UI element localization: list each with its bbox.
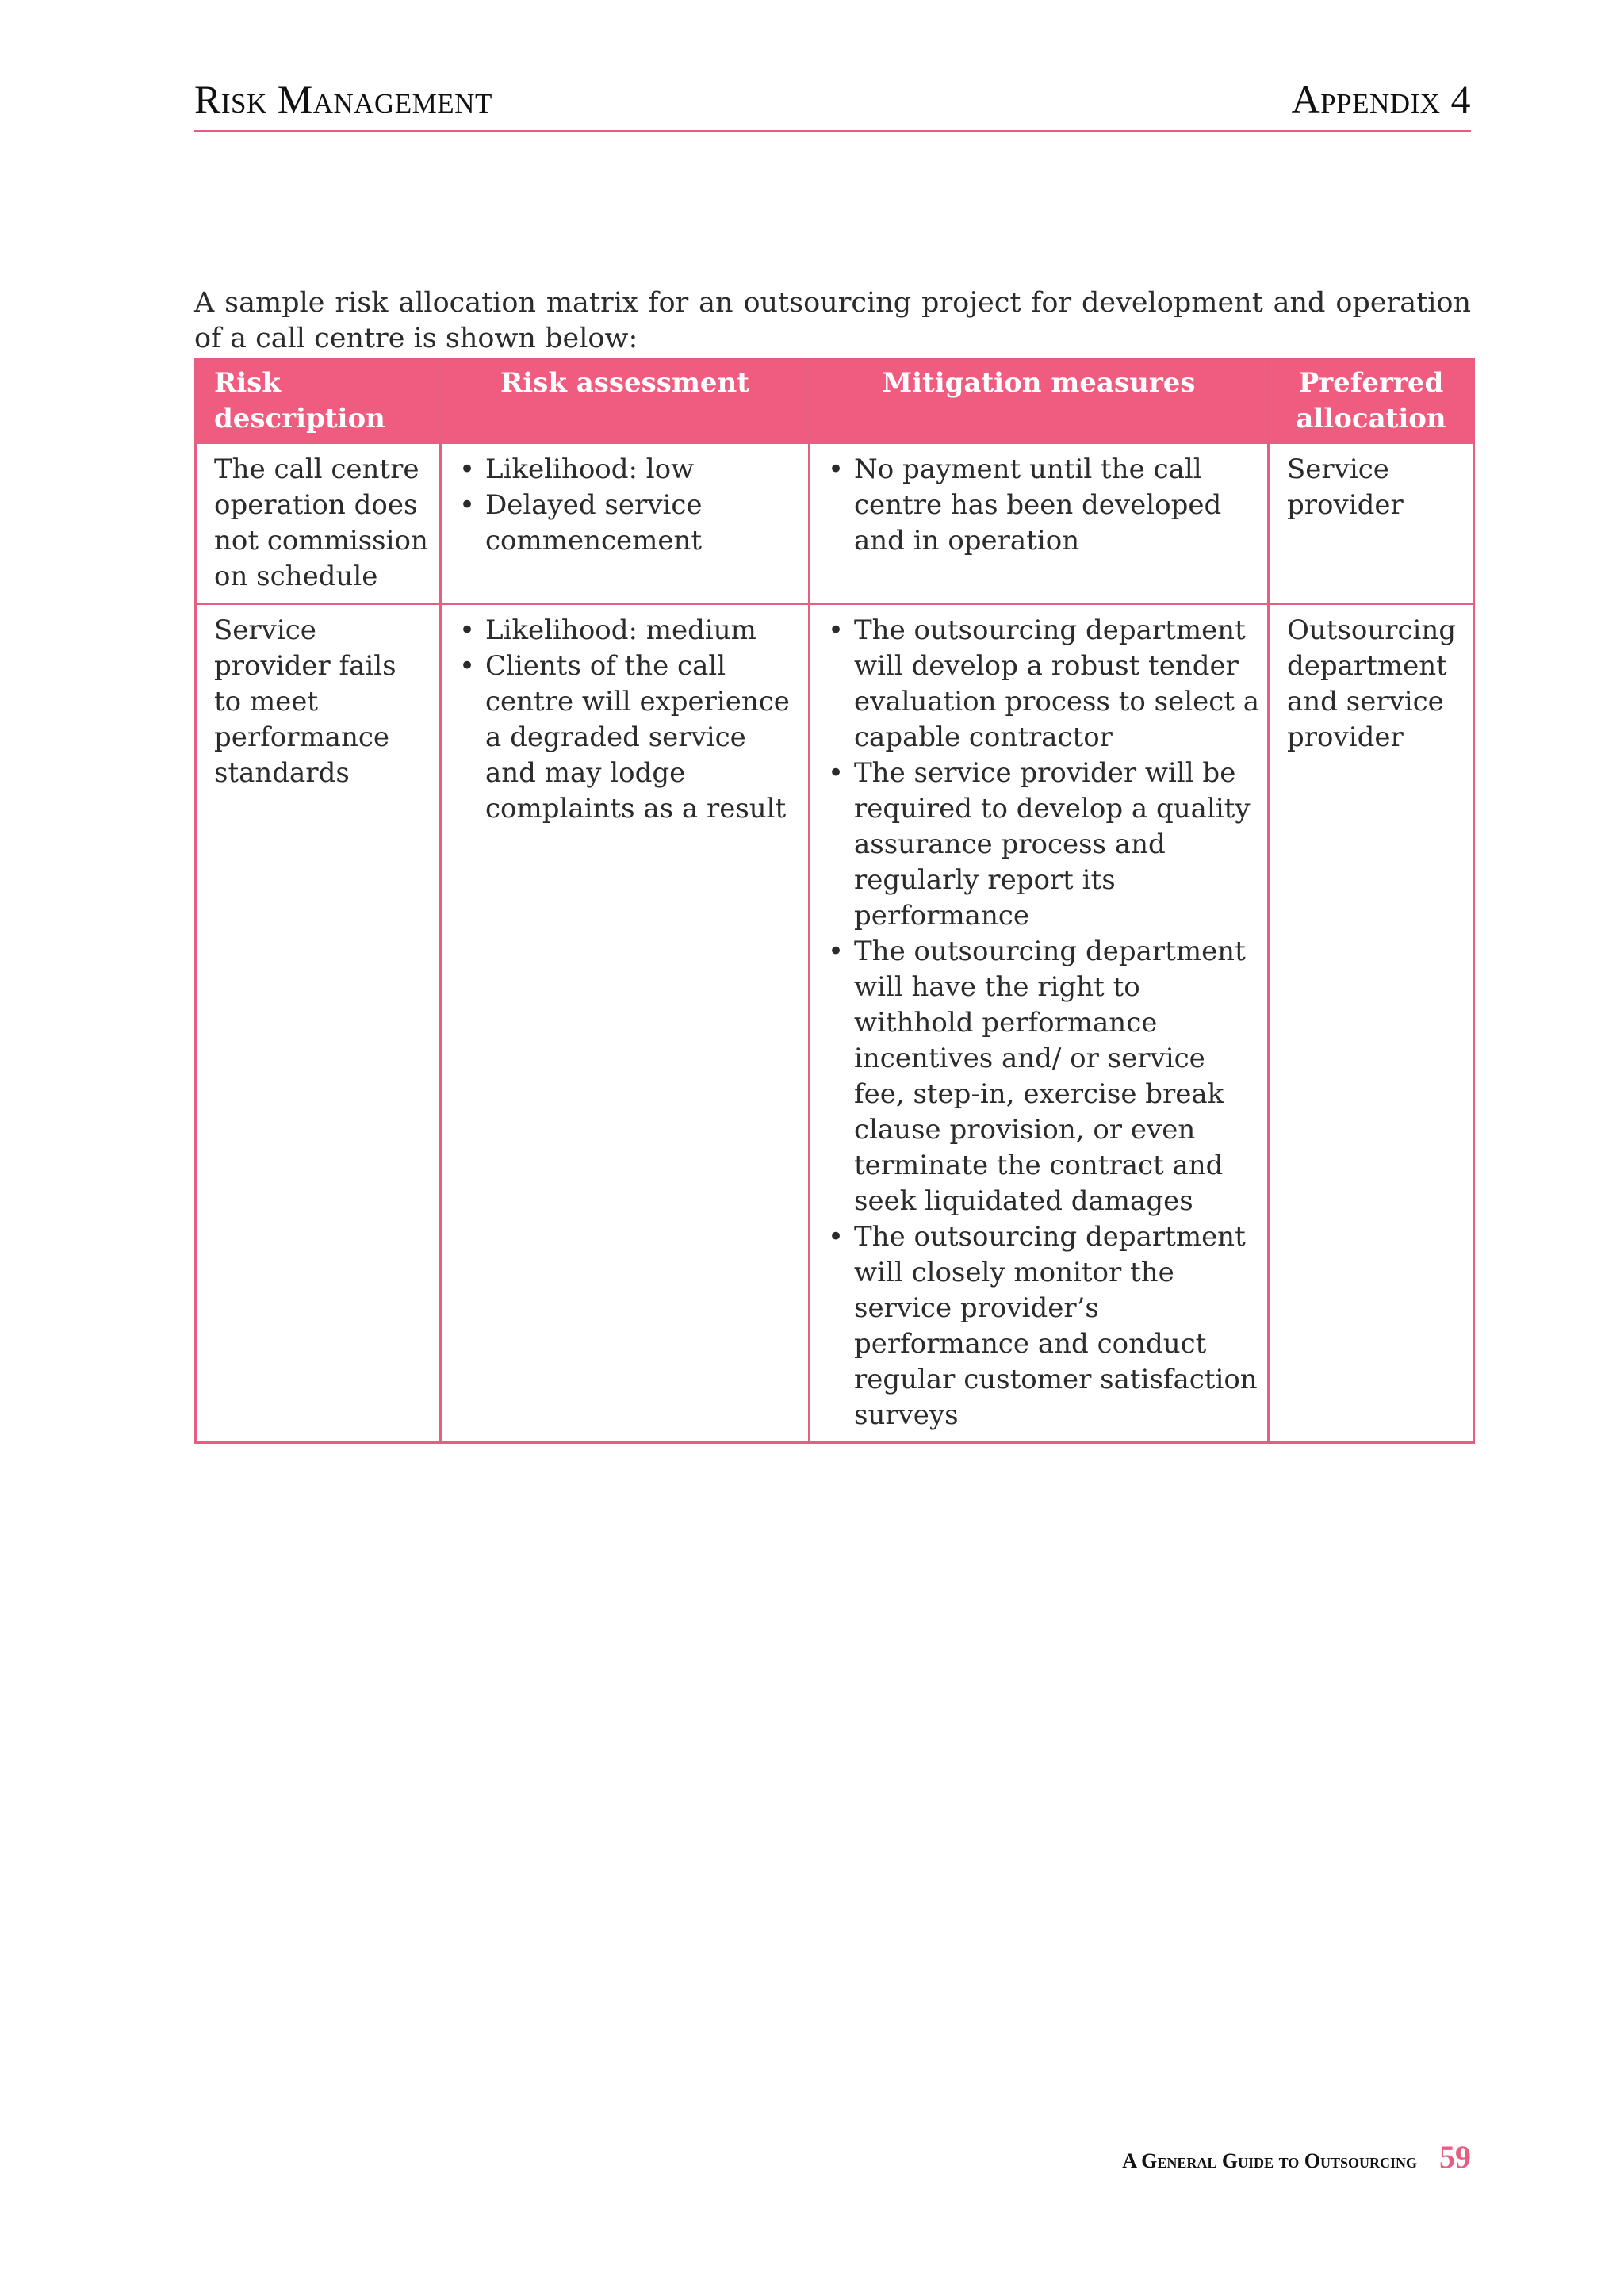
page-number: 59 — [1439, 2139, 1471, 2175]
risk-assessment-cell — [441, 604, 810, 1443]
allocation-cell: Outsourcing department and service provider — [1269, 604, 1474, 1443]
list-item: • Delayed service commencement — [459, 488, 800, 559]
mitigation-cell — [810, 443, 1269, 604]
table-header-row — [196, 360, 1474, 443]
header-risk-description: Risk description — [196, 360, 441, 443]
allocation-cell: Service provider — [1269, 443, 1474, 604]
risk-allocation-matrix — [194, 358, 1475, 1444]
list-item: • The outsourcing department will have the right to withhold performance incentives and/ or service fee, step-in, exercise break clause provision, or even terminate the contract and seek liquidated damages — [828, 934, 1259, 1219]
header-preferred-allocation: Preferred allocation — [1269, 360, 1474, 443]
list-item: • No payment until the call centre has been developed and in operation — [828, 452, 1259, 559]
table-row — [196, 443, 1474, 604]
header-mitigation-measures: Mitigation measures — [810, 360, 1269, 443]
list-item: • The outsourcing department will closely monitor the service provider’s performance and conduct regular customer satisfaction surveys — [828, 1219, 1259, 1433]
list-item: • The outsourcing department will develop a robust tender evaluation process to select a capable contractor — [828, 613, 1259, 756]
page-footer — [1122, 2138, 1471, 2183]
header-risk-assessment: Risk assessment — [441, 360, 810, 443]
section-title: Risk Management — [194, 77, 492, 121]
page-header — [194, 73, 1471, 132]
list-item: • Likelihood: medium — [459, 613, 800, 649]
list-item: • Clients of the call centre will experience a degraded service and may lodge complaints as a result — [459, 649, 800, 827]
assessment-list — [459, 452, 800, 559]
risk-description-cell: Service provider fails to meet performance standards — [196, 604, 441, 1443]
mitigation-list — [828, 452, 1259, 559]
risk-description-cell: The call centre operation does not commission on schedule — [196, 443, 441, 604]
book-title: A General Guide to Outsourcing — [1122, 2149, 1417, 2172]
intro-paragraph: A sample risk allocation matrix for an outsourcing project for development and operation of a call centre is shown below: — [194, 287, 1471, 354]
table-row — [196, 604, 1474, 1443]
mitigation-cell — [810, 604, 1269, 1443]
appendix-label: Appendix 4 — [1291, 77, 1471, 121]
assessment-list — [459, 613, 800, 827]
list-item: • The service provider will be required to develop a quality assurance process and regularly report its performance — [828, 756, 1259, 934]
mitigation-list — [828, 613, 1259, 1433]
risk-assessment-cell — [441, 443, 810, 604]
list-item: • Likelihood: low — [459, 452, 800, 488]
